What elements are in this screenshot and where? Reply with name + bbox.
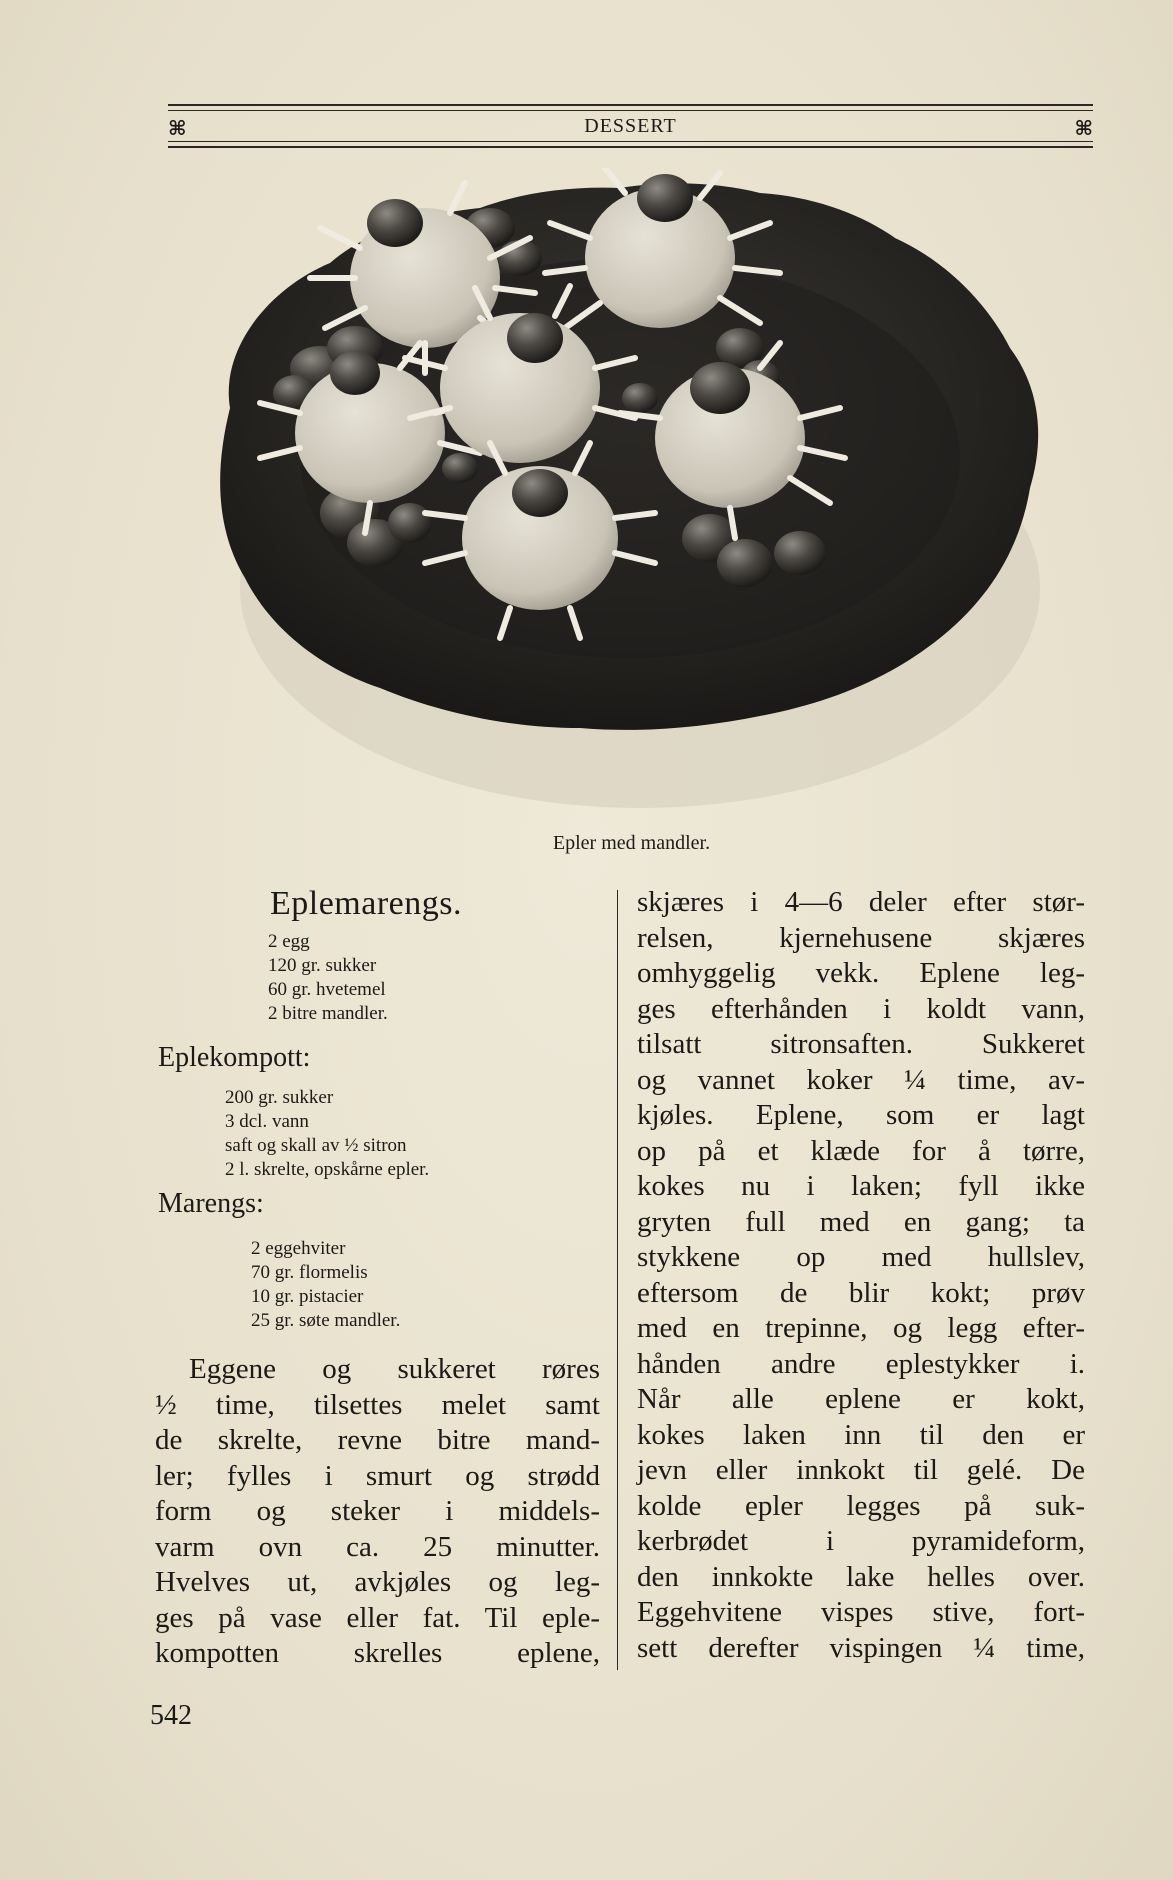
text-line: varm ovn ca. 25 minutter. [155,1530,600,1563]
text-line: Hvelves ut, avkjøles og leg- [155,1566,600,1598]
text-line: hånden andre eplestykker i. [637,1347,1085,1380]
text-line: skjæres i 4—6 deler efter stør- [637,886,1085,918]
ingredient-item: 2 l. skrelte, opskårne epler. [225,1159,430,1180]
text-line: Når alle eplene er kokt, [637,1383,1085,1415]
text-line: ler; fylles i smurt og strødd [155,1459,600,1492]
text-line: kompotten skrelles eplene, [155,1637,600,1669]
text-line: jevn eller innkokt til gelé. De [637,1454,1085,1486]
text-line: med en trepinne, og legg efter- [637,1312,1085,1344]
ingredient-item: 60 gr. hvetemel [268,979,386,1000]
running-header [168,104,1093,148]
ingredient-list-kompott [225,1086,429,1182]
subheading-marengs: Marengs: [158,1188,264,1219]
text-line: de skrelte, revne bitre mand- [155,1424,600,1456]
text-line: Eggene og sukkeret røres [189,1353,600,1385]
text-line: gryten full med en gang; ta [637,1205,1085,1238]
text-line: Eggehvitene vispes stive, fort- [637,1596,1085,1628]
dessert-photo [160,168,1090,828]
text-line: ½ time, tilsettes melet samt [155,1388,600,1421]
ingredient-item: 2 bitre mandler. [268,1003,388,1024]
body-text-left [155,1352,600,1672]
ingredient-list-cake [268,930,388,1026]
ornament-left-icon: ⌘ [168,116,187,140]
subheading-eplekompott: Eplekompott: [158,1042,311,1073]
ingredient-item: 25 gr. søte mandler. [251,1310,401,1331]
header-rule-top [168,110,1093,111]
header-rule-bottom [168,141,1093,142]
ingredient-item: 3 dcl. vann [225,1111,309,1132]
text-line: og vannet koker ¼ time, av- [637,1063,1085,1096]
column-divider [617,890,618,1670]
header-title: DESSERT [584,115,677,137]
text-line: op på et klæde for å tørre, [637,1134,1085,1167]
ingredient-list-marengs [251,1237,400,1333]
ornament-right-icon: ⌘ [1074,116,1093,140]
text-line: kjøles. Eplene, som er lagt [637,1099,1085,1131]
page-number: 542 [150,1700,192,1731]
text-line: kolde epler legges på suk- [637,1489,1085,1522]
photo-caption: Epler med mandler. [552,832,711,854]
text-line: kokes laken inn til den er [637,1418,1085,1451]
ingredient-item: saft og skall av ½ sitron [225,1135,407,1156]
text-line: stykkene op med hullslev, [637,1241,1085,1273]
text-line: form og steker i middels- [155,1495,600,1527]
ingredient-item: 70 gr. flormelis [251,1262,368,1283]
text-line: tilsatt sitronsaften. Sukkeret [637,1028,1085,1060]
ingredient-item: 2 egg [268,931,310,952]
text-line: relsen, kjernehusene skjæres [637,921,1085,954]
text-line: ges på vase eller fat. Til eple- [155,1601,600,1634]
ingredient-item: 2 eggehviter [251,1238,346,1259]
ingredient-item: 200 gr. sukker [225,1087,334,1108]
ingredient-item: 120 gr. sukker [268,955,377,976]
recipe-title: Eplemarengs. [270,885,462,922]
text-line: kokes nu i laken; fyll ikke [637,1170,1085,1202]
text-line: kerbrødet i pyramideform, [637,1525,1085,1557]
text-line: ges efterhånden i koldt vann, [637,992,1085,1025]
text-line: omhyggelig vekk. Eplene leg- [637,957,1085,989]
body-text-right [637,885,1085,1666]
text-line: eftersom de blir kokt; prøv [637,1276,1085,1309]
text-line: sett derefter vispingen ¼ time, [637,1631,1085,1664]
text-line: den innkokte lake helles over. [637,1560,1085,1593]
ingredient-item: 10 gr. pistacier [251,1286,364,1307]
